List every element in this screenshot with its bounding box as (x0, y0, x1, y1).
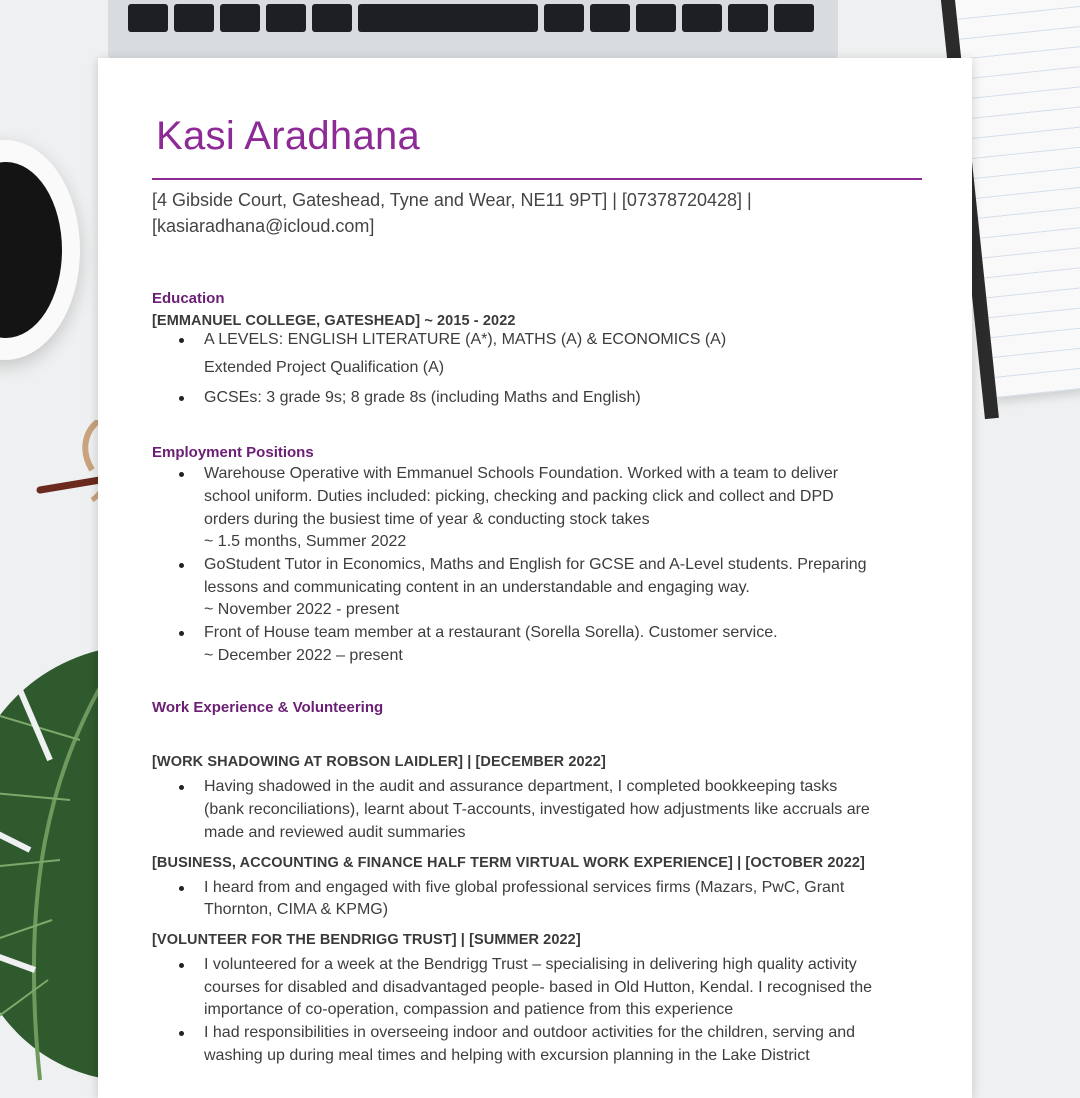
experience-list (152, 877, 932, 922)
section-heading-education: Education (152, 290, 225, 307)
experience-title: [WORK SHADOWING AT ROBSON LAIDLER] | [DECEMBER 2022] (152, 754, 606, 771)
education-list (152, 387, 932, 410)
section-heading-employment: Employment Positions (152, 444, 314, 462)
resume-body (152, 290, 932, 1067)
resume-name: Kasi Aradhana (156, 114, 421, 158)
education-epq: Extended Project Qualification (A) (204, 358, 445, 376)
header-divider (152, 178, 922, 180)
employment-date: ~ 1.5 months, Summer 2022 (204, 533, 407, 551)
employment-date: ~ December 2022 – present (204, 646, 403, 664)
resume-page (98, 58, 972, 1098)
list-item: I volunteered for a week at the Bendrigg Trust – specialising in delivering high quality activity courses for disabled and disadvantaged people- based in Old Hutton, Kendal. I recognised the importance of co-operation, compassion and patience from this experience (204, 954, 932, 1022)
section-heading-work-experience: Work Experience & Volunteering (152, 699, 384, 717)
education-school: [EMMANUEL COLLEGE, GATESHEAD] ~ 2015 - 2022 (152, 313, 516, 329)
list-item: Warehouse Operative with Emmanuel Schools Foundation. Worked with a team to deliver school uniform. Duties included: picking, checking and packing click and collect and DPD orders during the busiest time of year & conducting stock takes ~ 1.5 months, Summer 2022 (204, 463, 932, 554)
experience-title: [BUSINESS, ACCOUNTING & FINANCE HALF TERM VIRTUAL WORK EXPERIENCE] | [OCTOBER 2022] (152, 854, 865, 871)
list-item: A LEVELS: ENGLISH LITERATURE (A*), MATHS (A) & ECONOMICS (A) (204, 329, 932, 352)
employment-date: ~ November 2022 - present (204, 601, 400, 619)
contact-line: [4 Gibside Court, Gateshead, Tyne and Wear, NE11 9PT] | [07378720428] | (152, 190, 752, 210)
notebook-photo (955, 0, 1080, 398)
list-item: Having shadowed in the audit and assurance department, I completed bookkeeping tasks (bank reconciliations), learnt about T-accounts, investigated how adjustments like accruals are made and reviewed audit summaries (204, 776, 932, 844)
contact-details (152, 187, 932, 239)
contact-email: [kasiaradhana@icloud.com] (152, 216, 375, 236)
experience-list (152, 954, 932, 1068)
keyboard-photo (108, 0, 838, 60)
list-item: I heard from and engaged with five global professional services firms (Mazars, PwC, Grant Thornton, CIMA & KPMG) (204, 877, 932, 922)
list-item: GoStudent Tutor in Economics, Maths and English for GCSE and A-Level students. Preparing lessons and communicating content in an understandable and engaging way. ~ November 2022 - present (204, 554, 932, 622)
list-item: GCSEs: 3 grade 9s; 8 grade 8s (including Maths and English) (204, 387, 932, 410)
education-list (152, 329, 932, 352)
list-item: I had responsibilities in overseeing indoor and outdoor activities for the children, serving and washing up during meal times and helping with excursion planning in the Lake District (204, 1022, 932, 1067)
employment-list (152, 463, 932, 667)
coffee-cup-photo (0, 140, 80, 360)
list-item: Front of House team member at a restaurant (Sorella Sorella). Customer service. ~ December 2022 – present (204, 622, 932, 667)
experience-title: [VOLUNTEER FOR THE BENDRIGG TRUST] | [SUMMER 2022] (152, 931, 581, 948)
experience-list (152, 776, 932, 844)
